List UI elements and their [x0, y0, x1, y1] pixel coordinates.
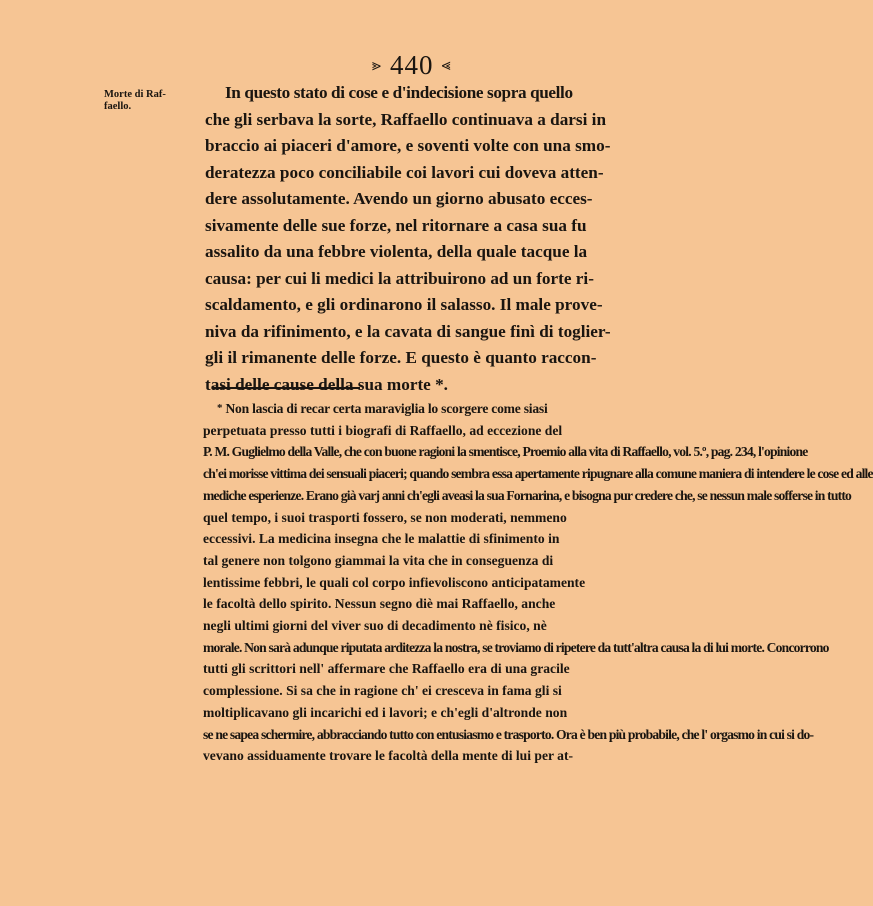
footnote-line: moltiplicavano gli incarichi ed i lavori; e ch'egli d'altronde non [203, 704, 568, 720]
page-number: 440 [390, 50, 434, 80]
footnote-line: tal genere non tolgono giammai la vita che in conseguenza di [203, 552, 554, 568]
footnote-line: morale. Non sarà adunque riputata arditezza la nostra, se troviamo di ripetere da tutt'altra causa la di lui morte. Concorrono [203, 639, 829, 655]
footnote-line: complessione. Si sa che in ragione ch' ei cresceva in fama gli si [203, 683, 562, 699]
footnote-line-text: Non lascia di recar certa maraviglia lo scorgere come siasi [225, 401, 548, 416]
footnote-line: quel tempo, i suoi trasporti fossero, se non moderati, nemmeno [203, 509, 567, 525]
main-line: braccio ai piaceri d'amore, e soventi volte con una smo- [205, 136, 611, 155]
footnote-line: se ne sapea schermire, abbracciando tutto con entusiasmo e trasporto. Ora è ben più probabile, che l' orgasmo in cui si do- [203, 726, 814, 742]
footnote-line: mediche esperienze. Erano già varj anni ch'egli aveasi la sua Fornarina, e bisogna pur credere che, se nessun male sofferse in tutto [203, 487, 852, 503]
main-line: In questo stato di cose e d'indecisione sopra quello [225, 83, 573, 102]
ornament-left: ⪢ [372, 56, 383, 74]
margin-note-line-2: faello. [104, 101, 132, 112]
ornament-right: ⪡ [441, 56, 452, 74]
footnote-line: le facoltà dello spirito. Nessun segno diè mai Raffaello, anche [203, 596, 556, 612]
main-line: deratezza poco conciliabile coi lavori cui doveva atten- [205, 162, 604, 182]
main-line: dere assolutamente. Avendo un giorno abusato ecces- [205, 189, 593, 208]
page-header [372, 50, 452, 81]
main-line: scaldamento, e gli ordinarono il salasso. Il male prove- [205, 295, 603, 314]
main-line: sivamente delle sue forze, nel ritornare a casa sua fu [205, 215, 587, 235]
footnote-line: negli ultimi giorni del viver suo di decadimento nè fisico, nè [203, 618, 547, 634]
footnote-line: vevano assiduamente trovare le facoltà della mente di lui per at- [203, 748, 574, 764]
footnote-line: P. M. Guglielmo della Valle, che con buone ragioni la smentisce, Proemio alla vita di Raffaello, vol. 5.º, pag. 234, l'opinione [203, 444, 808, 460]
footnote [203, 398, 873, 767]
footnote-line: eccessivi. La medicina insegna che le malattie di sfinimento in [203, 531, 560, 547]
margin-note [104, 89, 204, 113]
footnote-divider [212, 387, 360, 389]
footnote-line: ch'ei morisse vittima dei sensuali piaceri; quando sembra essa apertamente ripugnare alla comune maniera di intendere le cose ed alle [203, 466, 873, 482]
footnote-line: perpetuata presso tutti i biografi di Raffaello, ad eccezione del [203, 422, 563, 438]
footnote-line: lentissime febbri, le quali col corpo infievoliscono anticipatamente [203, 574, 586, 590]
footnote-marker: * [217, 402, 223, 414]
margin-note-line-1: Morte di Raf- [104, 89, 166, 100]
footnote-line [203, 398, 655, 420]
footnote-line: tutti gli scrittori nell' affermare che Raffaello era di una gracile [203, 661, 570, 677]
main-line: niva da rifinimento, e la cavata di sangue finì di toglier- [205, 321, 611, 341]
main-paragraph [205, 80, 655, 398]
main-line: gli il rimanente delle forze. E questo è quanto raccon- [205, 348, 597, 367]
main-line: causa: per cui li medici la attribuirono ad un forte ri- [205, 268, 594, 288]
main-line: tasi delle cause della sua morte *. [205, 374, 448, 394]
main-line: assalito da una febbre violenta, della quale tacque la [205, 242, 588, 261]
main-line: che gli serbava la sorte, Raffaello continuava a darsi in [205, 109, 607, 129]
